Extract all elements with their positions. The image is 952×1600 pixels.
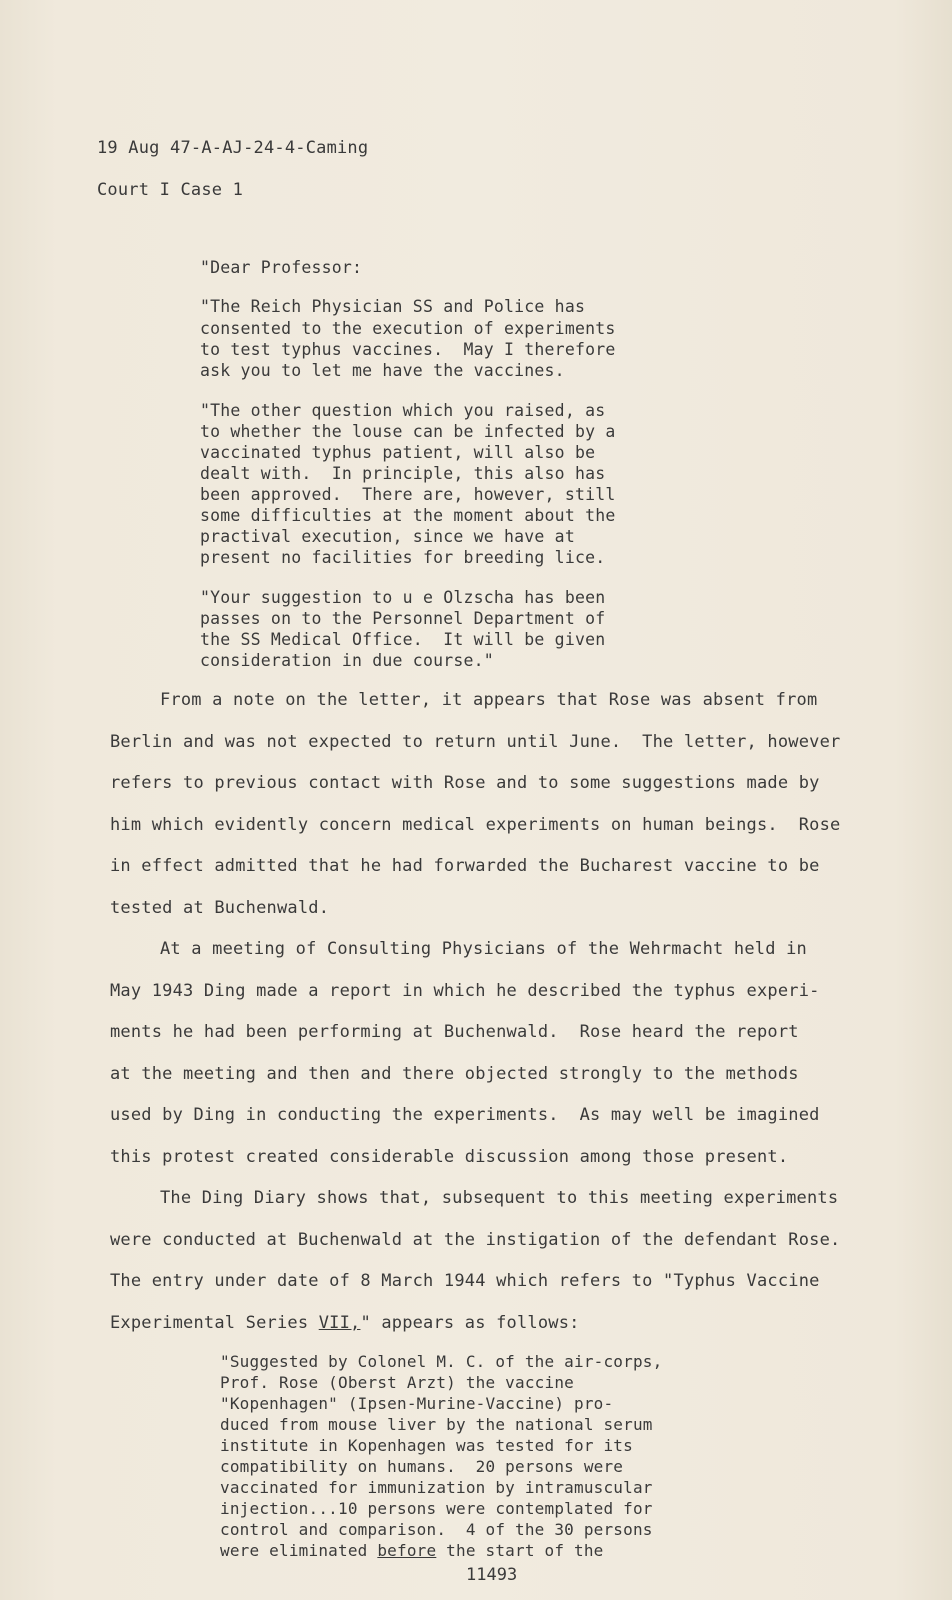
quote2-line: vaccinated for immunization by intramuscular bbox=[220, 1478, 653, 1497]
quote2-line: "Kopenhagen" (Ipsen-Murine-Vaccine) pro- bbox=[220, 1394, 614, 1413]
body-line: at the meeting and then and there objected strongly to the methods bbox=[110, 1064, 799, 1084]
quote-text-segment: the start of the bbox=[436, 1541, 604, 1560]
body-line: At a meeting of Consulting Physicians of the Wehrmacht held in bbox=[160, 939, 807, 959]
quote1-line: ask you to let me have the vaccines. bbox=[200, 361, 565, 380]
page-number: 11493 bbox=[466, 1565, 518, 1585]
quote1-line: "The other question which you raised, as bbox=[200, 401, 606, 420]
quote1-line: "Dear Professor: bbox=[200, 258, 363, 277]
body-line: May 1943 Ding made a report in which he described the typhus experi- bbox=[110, 981, 820, 1001]
quote1-line: been approved. There are, however, still bbox=[200, 485, 616, 504]
body-line: The Ding Diary shows that, subsequent to this meeting experiments bbox=[160, 1188, 839, 1208]
quote1-line: practival execution, since we have at bbox=[200, 527, 575, 546]
quote1-line: present no facilities for breeding lice. bbox=[200, 548, 606, 567]
body-line: in effect admitted that he had forwarded the Bucharest vaccine to be bbox=[110, 856, 820, 876]
body-line: tested at Buchenwald. bbox=[110, 898, 330, 918]
quote2-line bbox=[220, 1541, 604, 1560]
quote1-line: to whether the louse can be infected by a bbox=[200, 422, 616, 441]
body-line: used by Ding in conducting the experiments. As may well be imagined bbox=[110, 1105, 820, 1125]
quote1-line: the SS Medical Office. It will be given bbox=[200, 630, 606, 649]
quote1-line: dealt with. In principle, this also has bbox=[200, 464, 606, 483]
body-line bbox=[110, 1313, 580, 1333]
header-line-1: 19 Aug 47-A-AJ-24-4-Caming bbox=[97, 138, 369, 158]
quote2-line: control and comparison. 4 of the 30 persons bbox=[220, 1520, 653, 1539]
body-line: were conducted at Buchenwald at the instigation of the defendant Rose. bbox=[110, 1230, 841, 1250]
body-text-segment: Experimental Series bbox=[110, 1313, 319, 1333]
body-line: From a note on the letter, it appears that Rose was absent from bbox=[160, 690, 818, 710]
body-line: Berlin and was not expected to return until June. The letter, however bbox=[110, 732, 841, 752]
quote-text-segment: were eliminated bbox=[220, 1541, 378, 1560]
body-line: The entry under date of 8 March 1944 which refers to "Typhus Vaccine bbox=[110, 1271, 820, 1291]
body-line: him which evidently concern medical experiments on human beings. Rose bbox=[110, 815, 841, 835]
quote2-line: Prof. Rose (Oberst Arzt) the vaccine bbox=[220, 1373, 574, 1392]
quote2-line: compatibility on humans. 20 persons were bbox=[220, 1457, 624, 1476]
quote1-line: consented to the execution of experiments bbox=[200, 319, 616, 338]
quote2-line: duced from mouse liver by the national serum bbox=[220, 1415, 653, 1434]
body-text-segment: " appears as follows: bbox=[360, 1313, 580, 1333]
header-line-2: Court I Case 1 bbox=[97, 180, 244, 200]
underlined-word-before: before bbox=[377, 1541, 437, 1560]
body-line: ments he had been performing at Buchenwald. Rose heard the report bbox=[110, 1022, 799, 1042]
quote1-line: passes on to the Personnel Department of bbox=[200, 609, 606, 628]
quote2-line: institute in Kopenhagen was tested for its bbox=[220, 1436, 633, 1455]
body-line: this protest created considerable discussion among those present. bbox=[110, 1147, 789, 1167]
quote1-line: "Your suggestion to u e Olzscha has been bbox=[200, 588, 606, 607]
quote1-line: some difficulties at the moment about the bbox=[200, 506, 616, 525]
quote1-line: to test typhus vaccines. May I therefore bbox=[200, 340, 616, 359]
quote1-line: vaccinated typhus patient, will also be bbox=[200, 443, 596, 462]
quote2-line: injection...10 persons were contemplated for bbox=[220, 1499, 653, 1518]
quote2-line: "Suggested by Colonel M. C. of the air-corps, bbox=[220, 1352, 663, 1371]
underlined-series-number: VII, bbox=[318, 1313, 361, 1333]
quote1-line: "The Reich Physician SS and Police has bbox=[200, 297, 586, 316]
quote1-line: consideration in due course." bbox=[200, 651, 494, 670]
body-line: refers to previous contact with Rose and to some suggestions made by bbox=[110, 773, 820, 793]
